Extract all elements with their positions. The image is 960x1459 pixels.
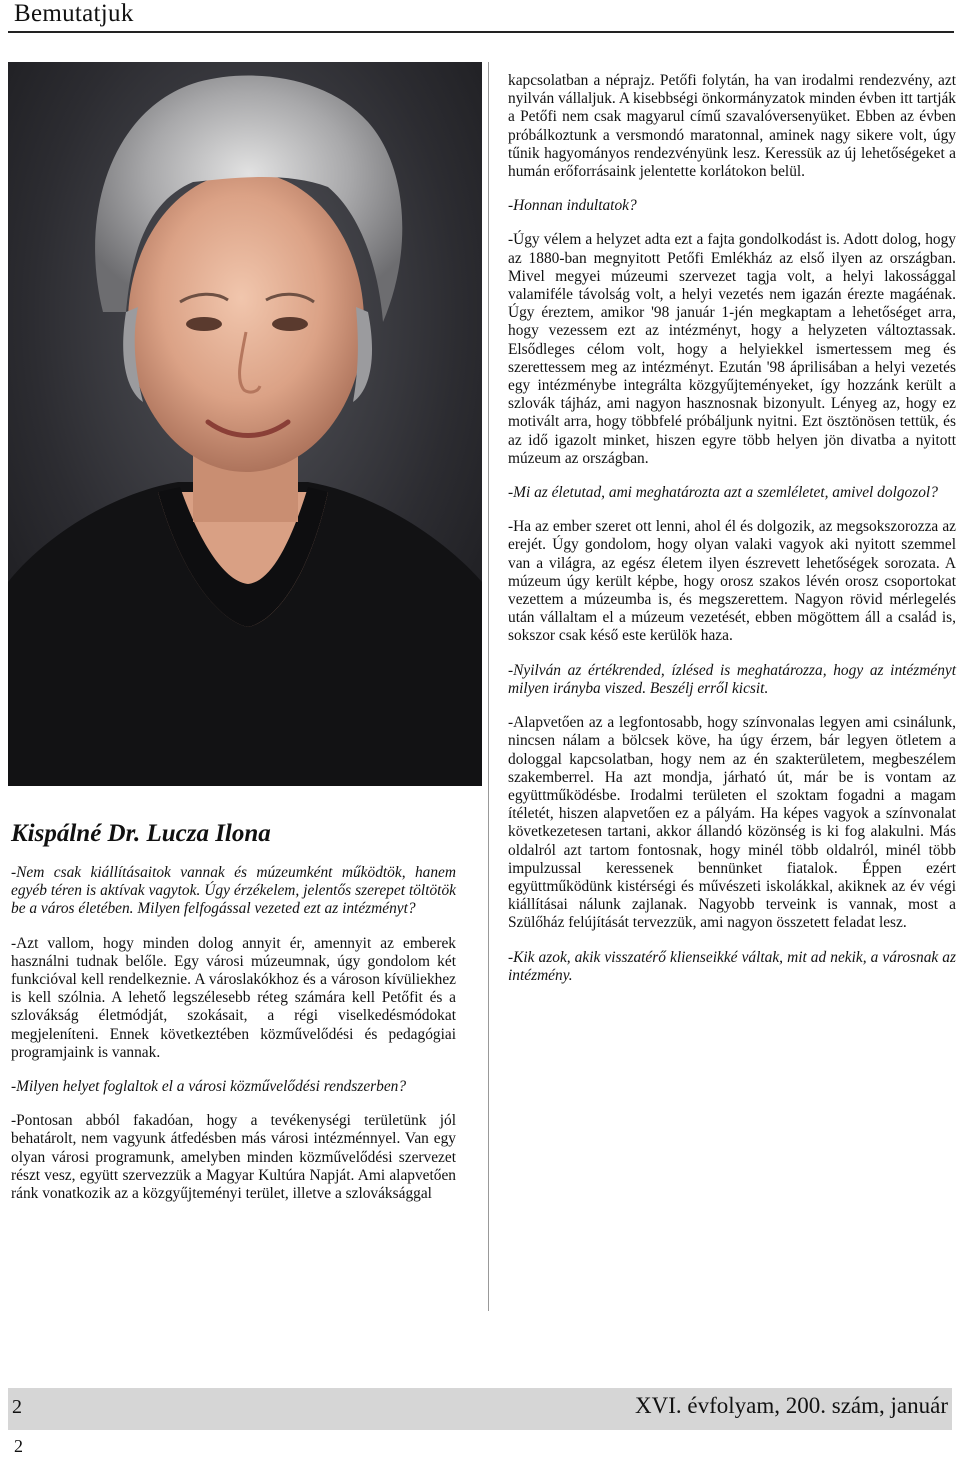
interview-answer: -Azt vallom, hogy minden dolog annyit ér, amennyit az emberek használni tudnak belőle. Egy városi múzeumnak, úgy gondolom két funkcióval kell rendelkeznie. A városlakókhoz és a városon kívüliekhez is kell szólnia. A lehető legszélesebb réteg számára kell Petőfit és a szlovákság életmódját, szokásait, a régi viselkedésmódokat megjeleníteni. Ennek következtében közművelődési és pedagógiai programjaink is vannak. [11, 934, 456, 1061]
interview-answer: -Alapvetően az a legfontosabb, hogy színvonalas legyen ami csinálunk, nincsen nálam a bölcsek köve, ha úgy érzem, bár legyen ötletem a dologgal kapcsolatban, hogy nem az én szakterületem, megbeszélem szakemberrel. Ha azt mondja, járható út, már be is vontam az együttműködésbe. Irodalmi területen el szoktam fogadni a magam ítéletét, hiszen alapvetően ez a pályám. Ha képes vagyok a színvonalat következetesen tartani, akkor állandó közönség is ki fog alakulni. Más oldalról azt tartom fontosnak, hogy minél több oldalról, minél több impulzussal keressenek bennünket fiatalok. Éppen ezért együttműködünk kistérségi és művészeti iskolákkal, akiknek az év végi kiállításai nálunk zajlanak. Nagyobb terveink is vannak, most a Szülőház felújítását tervezzük, ami nagyon összetett feladat lesz. [508, 714, 956, 932]
left-column [11, 864, 456, 1219]
interview-question: -Kik azok, akik visszatérő klienseikké váltak, mit ad nekik, a városnak az intézmény. [508, 948, 956, 984]
interview-question: -Nyilván az értékrended, ízlésed is meghatározza, hogy az intézményt milyen irányba viszed. Beszélj erről kicsit. [508, 661, 956, 697]
interview-question: -Nem csak kiállításaitok vannak és múzeumként működtök, hanem egyéb téren is aktívak vagytok. Úgy érzékelem, jelentős szerepet töltötök be a város életében. Milyen felfogással vezeted ezt az intézményt? [11, 864, 456, 918]
interview-question: -Mi az életutad, ami meghatározta azt a szemléletet, amivel dolgozol? [508, 484, 938, 502]
column-rule [488, 62, 489, 1311]
title-rule [8, 31, 954, 33]
portrait-photo [8, 62, 482, 786]
interview-answer: kapcsolatban a néprajz. Petőfi folytán, ha van irodalmi rendezvény, azt nyilván vállaljuk. A kisebbségi önkormányzatok minden évben itt tartják a Petőfi nem csak magyarul című szavalóversenyüket. Ebben az évben próbálkoztunk a versmondó maratonnal, aminek nagy sikere volt, úgy tűnik hagyományos rendezvényünk lesz. Keressük az új lehetőségeket a humán erőforrásaink jelentette korlátokon belül. [508, 72, 956, 181]
right-column [508, 72, 956, 1001]
interview-answer: -Úgy vélem a helyzet adta ezt a fajta gondolkodást is. Adott dolog, hogy az 1880-ban megnyitott Petőfi Emlékház az első ilyen az országban. Mivel megyei múzeumi szervezet tagja volt, a helyi lakossággal valamiféle távolság volt, a helyi vezetés nem igazán érezte magáénak. Úgy éreztem, amikor '98 január 1-jén megkaptam a lehetőséget arra, hogy vezessem ezt az intézményt, hogy a helyzeten változtassak. Elsődleges célom volt, hogy a helyiekkel ismertessem meg és szerettessem meg az intézményt. Ezután '98 áprilisában a helyi vezetés egy intézménybe integrálta közgyűjteményeket, így hozzánk került a szlovák tájház, ami nagyon hasznosnak bizonyult. Lényeg az, hogy ez motivált arra, hogy többfelé próbáljunk nyitni. Ezt ösztönösen tettük, és az idő igazolt minket, hiszen egyre több helyen jön divatba a nyitott múzeum az országban. [508, 231, 956, 467]
interview-question: -Milyen helyet foglaltok el a városi közművelődési rendszerben? [11, 1078, 407, 1096]
portrait-illustration [8, 62, 482, 786]
interview-answer: -Pontosan abból fakadóan, hogy a tevékenységi területünk jól behatárolt, nem vagyunk átfedésben más városi intézménnyel. Van egy olyan városi programunk, amelyben minden közművelődési szervezet részt vesz, együtt szervezzük a Magyar Kultúra Napját. Ami alapvetően ránk vonatkozik az a közgyűjteményi terület, illetve a szlováksággal [11, 1112, 456, 1203]
interviewee-name: Kispálné Dr. Lucza Ilona [11, 820, 271, 847]
page-number-bottom: 2 [14, 1436, 23, 1456]
issue-info: XVI. évfolyam, 200. szám, január [635, 1393, 948, 1418]
section-title: Bemutatjuk [14, 0, 134, 27]
interview-question: -Honnan indultatok? [508, 197, 637, 215]
page-number: 2 [12, 1396, 22, 1418]
interview-answer: -Ha az ember szeret ott lenni, ahol él és dolgozik, az megsokszorozza az erejét. Úgy gondolom, hogy olyan valaki vagyok aki nyitott szemmel van a világra, az egész életem ilyen észrevett lehetőségek sorozata. A múzeum úgy került képbe, hogy orosz szakos lévén orosz csoportokat vezettem a múzeumba is, és megszerettem. Nagyon rövid mérlegelés után vállaltam el a múzeum vezetését, ebben mögöttem áll a család is, sokszor csak késő este kerülök haza. [508, 518, 956, 645]
